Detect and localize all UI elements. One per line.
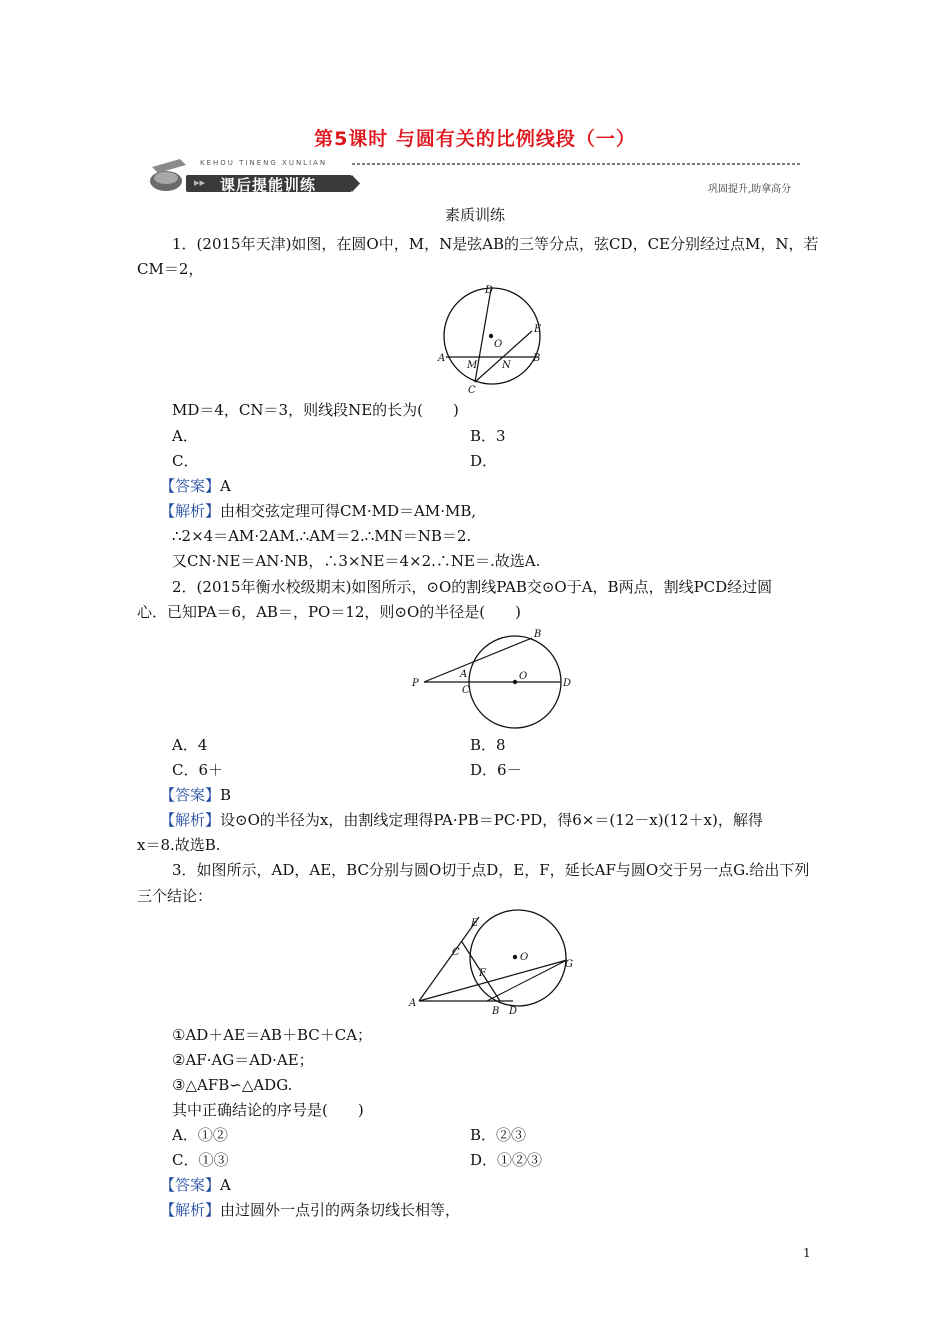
q3-label-C: C xyxy=(452,947,460,958)
q3-label-F: F xyxy=(479,968,486,979)
q3-label-E: E xyxy=(471,918,479,929)
q1-option-c: C． xyxy=(172,452,199,470)
banner-slogan: 巩固提升,助拿高分 xyxy=(708,184,792,195)
q1-analysis-1: 由相交弦定理可得CM·MD＝AM·MB, xyxy=(220,502,477,520)
q1-figure xyxy=(436,280,548,396)
q1-stem: 1．(2015年天津)如图，在圆O中，M，N是弦AB的三等分点，弦CD，CE分别经过点M，N，若 xyxy=(172,235,819,253)
q3-stem-2: 三个结论： xyxy=(137,887,213,905)
q3-question: 其中正确结论的序号是( ) xyxy=(172,1101,364,1119)
q1-label-O: O xyxy=(494,339,503,350)
q1-answer-value: A xyxy=(220,477,231,495)
analysis-tag: 【解析】 xyxy=(160,502,221,520)
banner-chinese: 课后提能训练 xyxy=(220,176,317,194)
q3-conclusion-1: ①AD＋AE＝AB＋BC＋CA； xyxy=(172,1026,373,1044)
q2-answer-value: B xyxy=(220,786,232,804)
answer-tag: 【答案】 xyxy=(160,786,221,804)
q1-analysis-3: 又CN·NE＝AN·NB，∴3×NE＝4×2.∴NE＝.故选A. xyxy=(172,552,541,570)
q3-label-A: A xyxy=(409,998,417,1009)
q2-stem: 2．(2015年衡水校级期末)如图所示，⊙O的割线PAB交⊙O于A，B两点，割线PCD经过圆 xyxy=(172,578,773,596)
q1-option-a: A． xyxy=(172,427,198,445)
q1-answer xyxy=(160,476,231,496)
q3-analysis-1: 由过圆外一点引的两条切线长相等， xyxy=(220,1201,461,1219)
q2-label-O: O xyxy=(519,671,528,682)
q1-label-E: E xyxy=(534,324,542,335)
q1-stem-2: CM＝2， xyxy=(137,260,204,278)
q3-figure xyxy=(404,908,580,1018)
answer-tag: 【答案】 xyxy=(160,477,221,495)
q2-stem-2: 心．已知PA＝6，AB＝，PO＝12，则⊙O的半径是( ) xyxy=(137,603,521,621)
q3-stem: 3．如图所示，AD，AE，BC分别与圆O切于点D，E，F，延长AF与圆O交于另一点G.给出下列 xyxy=(172,861,810,879)
q1-label-M: M xyxy=(467,360,478,371)
q1-option-b: B．3 xyxy=(470,427,506,445)
q2-label-D: D xyxy=(563,678,572,689)
q3-label-G: G xyxy=(565,959,573,970)
q2-answer xyxy=(160,785,231,805)
q3-label-O: O xyxy=(520,952,529,963)
q3-conclusion-2: ②AF·AG＝AD·AE； xyxy=(172,1051,314,1069)
q3-option-c: C．①③ xyxy=(172,1151,229,1169)
q2-option-c: C．6＋ xyxy=(172,761,224,779)
q2-label-A: A xyxy=(460,669,468,680)
q2-analysis xyxy=(160,810,763,830)
q1-option-d: D． xyxy=(470,452,498,470)
q1-label-C: C xyxy=(468,385,476,396)
q1-label-B: B xyxy=(533,353,541,364)
q1-analysis-2: ∴2×4＝AM·2AM.∴AM＝2.∴MN＝NB＝2. xyxy=(172,527,472,545)
q2-label-P: P xyxy=(412,678,419,689)
q3-option-a: A．①② xyxy=(172,1126,228,1144)
analysis-tag: 【解析】 xyxy=(160,1201,221,1219)
q3-answer-value: A xyxy=(220,1176,231,1194)
q1-label-D: D xyxy=(485,285,494,296)
page-number: 1 xyxy=(803,1246,811,1260)
banner-english: KEHOU TINENG XUNLIAN xyxy=(200,159,328,167)
section-banner xyxy=(140,155,802,195)
q1-question: MD＝4，CN＝3，则线段NE的长为( ) xyxy=(172,401,459,419)
q3-option-b: B．②③ xyxy=(470,1126,527,1144)
q2-figure xyxy=(408,624,580,730)
q3-option-d: D．①②③ xyxy=(470,1151,543,1169)
answer-tag: 【答案】 xyxy=(160,1176,221,1194)
q2-option-a: A．4 xyxy=(172,736,208,754)
q1-label-N: N xyxy=(502,360,511,371)
q1-label-A: A xyxy=(438,353,446,364)
q3-conclusion-3: ③△AFB∽△ADG. xyxy=(172,1076,293,1094)
q2-option-b: B．8 xyxy=(470,736,506,754)
q2-label-C: C xyxy=(462,685,470,696)
q3-analysis xyxy=(160,1200,460,1220)
q1-analysis xyxy=(160,501,476,521)
q2-label-B: B xyxy=(534,629,542,640)
q3-label-B: B xyxy=(492,1006,500,1017)
q2-analysis-2: x＝8.故选B. xyxy=(137,836,221,854)
analysis-tag: 【解析】 xyxy=(160,811,221,829)
section-title: 素质训练 xyxy=(444,206,505,224)
q3-answer xyxy=(160,1175,231,1195)
q2-analysis-1: 设⊙O的半径为x，由割线定理得PA·PB＝PC·PD，得6×＝(12－x)(12＋x)，解得 xyxy=(220,811,763,829)
banner-arrows: ▸▸ xyxy=(194,176,206,189)
q2-option-d: D．6－ xyxy=(470,761,522,779)
q3-label-D: D xyxy=(509,1006,518,1017)
page-title: 第5课时 与圆有关的比例线段（一） xyxy=(314,128,636,150)
